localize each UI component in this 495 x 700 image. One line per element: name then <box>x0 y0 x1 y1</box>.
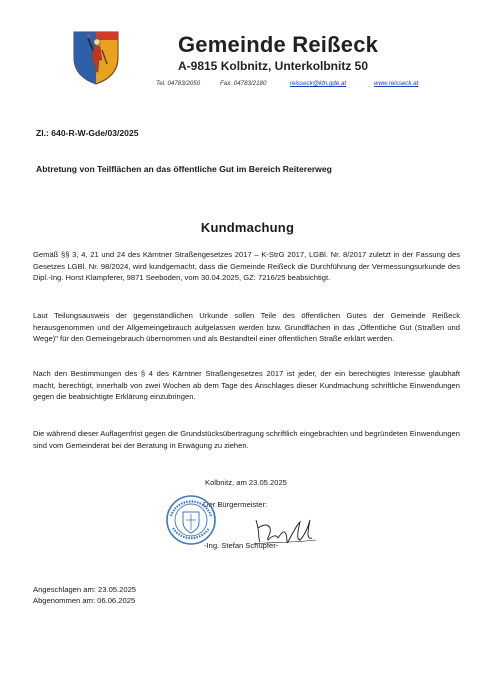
paragraph-legal-basis: Gemäß §§ 3, 4, 21 und 24 des Kärntner Straßengesetzes 2017 – K-StrG 2017, LGBl. Nr. 8/2017 zuletzt in der Fassung des Gesetzes LGBl. Nr. 98/2024, wird kundgemacht, dass die Gemeinde Reißeck die Durchführung der Vermessungsurkunde des Dipl.-Ing. Horst Klampferer, 9871 Seeboden, vom 30.04.2025, GZ: 7216/25 beabsichtigt. <box>33 250 460 283</box>
removed-date: Abgenommen am: 06.06.2025 <box>33 596 136 605</box>
paragraph-objection-right: Nach den Bestimmungen des § 4 des Kärntner Straßengesetzes 2017 ist jeder, der ein berechtigtes Interesse glaubhaft macht, berechtigt, innerhalb von zwei Wochen ab dem Tage des Anschlages dieser Kundmachung schriftliche Einwendungen gegen die beabsichtigte Erklärung einzubringen. <box>33 369 460 402</box>
fax-number: Fax. 04783/2180 <box>220 80 267 87</box>
website-link[interactable]: www.reisseck.at <box>374 80 419 87</box>
municipal-crest-icon <box>66 28 126 86</box>
org-name: Gemeinde Reißeck <box>178 32 379 57</box>
email-link[interactable]: reisseck@ktn.gde.at <box>290 80 347 87</box>
subject-line: Abtretung von Teilflächen an das öffentliche Gut im Bereich Reitererweg <box>36 164 332 174</box>
place-and-date: Kolbnitz, am 23.05.2025 <box>205 478 287 487</box>
paragraph-partition: Laut Teilungsausweis der gegenständlichen Urkunde sollen Teile des öffentlichen Gutes der Gemeinde Reißeck herausgenommen und der Allgemeingebrauch aufgelassen werden bzw. Grundflächen in das „Öffentliche Gut (Straßen und Wege)" für den Gemeingebrauch übernommen und als Bestandteil einer öffentlichen Straße erklärt werden. <box>33 311 460 344</box>
paragraph-council-review: Die während dieser Auflagenfrist gegen die Grundstücksübertragung schriftlich eingebrachten und begründeten Einwendungen sind vom Gemeinderat bei der Beratung in Erwägung zu ziehen. <box>33 429 460 450</box>
mayor-name: -Ing. Stefan Schupfer- <box>204 541 279 550</box>
mayor-title: Der Bürgermeister: <box>203 500 268 509</box>
official-seal-stamp <box>165 494 217 546</box>
phone-number: Tel. 04783/2050 <box>156 80 201 87</box>
reference-number: Zl.: 640-R-W-Gde/03/2025 <box>36 128 139 138</box>
org-address: A-9815 Kolbnitz, Unterkolbnitz 50 <box>178 59 369 73</box>
document-heading: Kundmachung <box>200 220 295 235</box>
posted-date: Angeschlagen am: 23.05.2025 <box>33 585 137 594</box>
